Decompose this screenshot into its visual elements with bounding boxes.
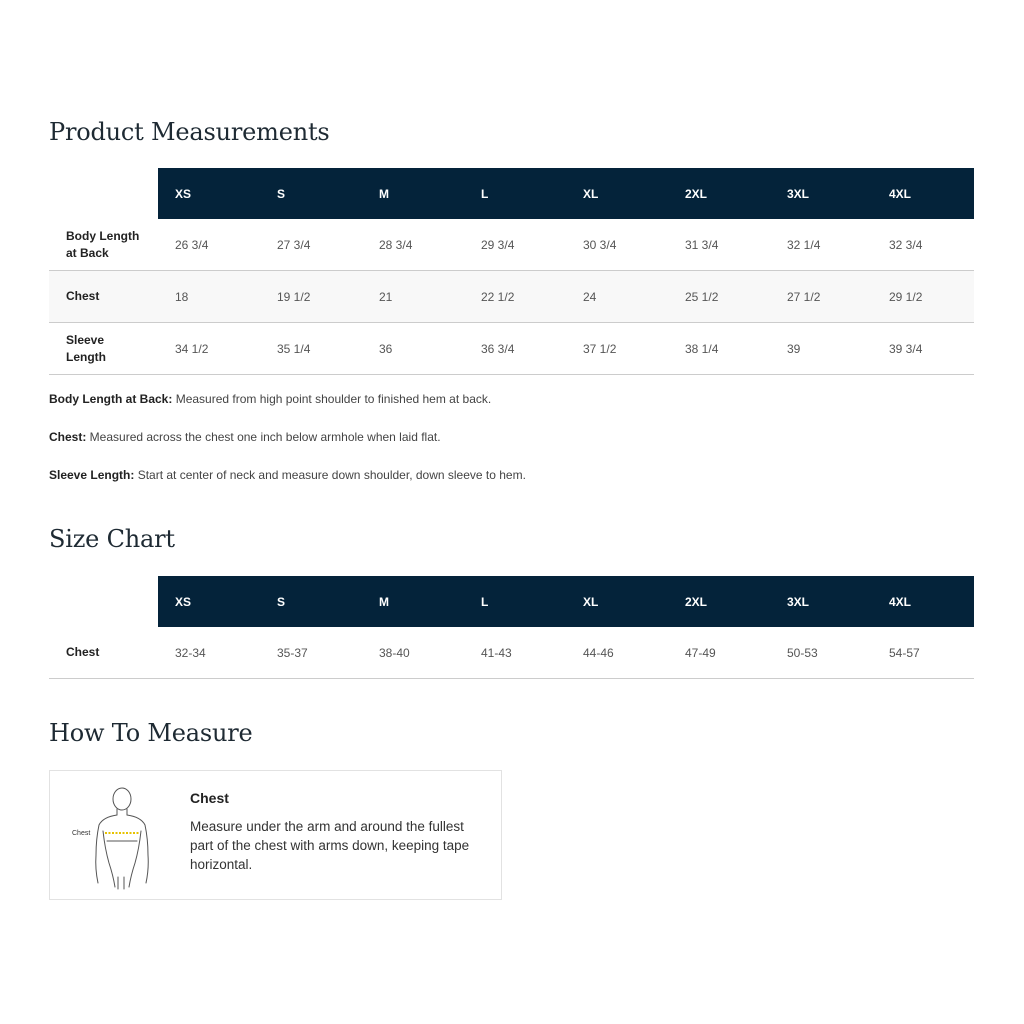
table-cell: 29 3/4	[464, 219, 566, 271]
table-cell: 35 1/4	[260, 323, 362, 375]
table-cell: 39	[770, 323, 872, 375]
table-header-row	[49, 576, 974, 627]
size-header: XS	[158, 168, 260, 219]
size-header: XL	[566, 576, 668, 627]
table-cell: 36	[362, 323, 464, 375]
table-cell: 18	[158, 271, 260, 323]
table-cell: 41-43	[464, 627, 566, 679]
table-row	[49, 271, 974, 323]
product-measurements-title: Product Measurements	[49, 118, 330, 146]
table-corner-cell	[49, 576, 158, 627]
table-cell: 36 3/4	[464, 323, 566, 375]
table-cell: 30 3/4	[566, 219, 668, 271]
table-cell: 32 1/4	[770, 219, 872, 271]
table-cell: 19 1/2	[260, 271, 362, 323]
table-cell: 21	[362, 271, 464, 323]
row-label-line: Body Length	[66, 228, 140, 243]
row-label-line: Sleeve	[66, 332, 105, 347]
table-cell: 39 3/4	[872, 323, 974, 375]
note-term: Sleeve Length:	[49, 468, 135, 482]
table-cell: 24	[566, 271, 668, 323]
size-header: S	[260, 168, 362, 219]
table-cell: 28 3/4	[362, 219, 464, 271]
note-text: Measured across the chest one inch below armhole when laid flat.	[86, 430, 441, 444]
table-cell: 31 3/4	[668, 219, 770, 271]
table-cell: 37 1/2	[566, 323, 668, 375]
table-cell: 50-53	[770, 627, 872, 679]
size-header: M	[362, 168, 464, 219]
table-cell: 38-40	[362, 627, 464, 679]
size-header: 4XL	[872, 168, 974, 219]
table-cell: 32 3/4	[872, 219, 974, 271]
size-header: 4XL	[872, 576, 974, 627]
note-body-length	[49, 392, 491, 406]
note-text: Measured from high point shoulder to finished hem at back.	[172, 392, 492, 406]
row-label-sleeve-length	[49, 323, 158, 375]
measure-item-title: Chest	[190, 790, 229, 806]
table-row	[49, 219, 974, 271]
size-header: L	[464, 576, 566, 627]
note-term: Body Length at Back:	[49, 392, 173, 406]
table-cell: 34 1/2	[158, 323, 260, 375]
measure-card-chest	[49, 770, 502, 900]
note-term: Chest:	[49, 430, 87, 444]
size-header: 2XL	[668, 168, 770, 219]
size-header: 3XL	[770, 576, 872, 627]
table-cell: 26 3/4	[158, 219, 260, 271]
body-measure-illustration-icon	[63, 779, 178, 891]
row-label-chest: Chest	[49, 627, 158, 679]
table-cell: 38 1/4	[668, 323, 770, 375]
table-cell: 22 1/2	[464, 271, 566, 323]
size-header: XS	[158, 576, 260, 627]
note-chest	[49, 430, 441, 444]
size-header: S	[260, 576, 362, 627]
note-sleeve-length	[49, 468, 526, 482]
table-cell: 25 1/2	[668, 271, 770, 323]
measure-item-description: Measure under the arm and around the fullest part of the chest with arms down, keeping tape horizontal.	[190, 819, 470, 872]
table-cell: 32-34	[158, 627, 260, 679]
table-cell: 27 1/2	[770, 271, 872, 323]
size-header: 2XL	[668, 576, 770, 627]
table-row	[49, 323, 974, 375]
product-measurements-table	[49, 168, 974, 375]
size-chart-table	[49, 576, 974, 679]
row-label-line: Length	[66, 349, 106, 364]
row-label-body-length	[49, 219, 158, 271]
row-label-chest: Chest	[49, 271, 158, 323]
table-cell: 27 3/4	[260, 219, 362, 271]
table-cell: 35-37	[260, 627, 362, 679]
table-cell: 44-46	[566, 627, 668, 679]
size-header: M	[362, 576, 464, 627]
figure-label-chest: Chest	[72, 830, 91, 837]
row-label-line: at Back	[66, 245, 109, 260]
size-header: L	[464, 168, 566, 219]
table-header-row	[49, 168, 974, 219]
how-to-measure-title: How To Measure	[49, 719, 253, 747]
size-chart-title: Size Chart	[49, 525, 175, 553]
size-header: XL	[566, 168, 668, 219]
table-cell: 29 1/2	[872, 271, 974, 323]
table-row	[49, 627, 974, 679]
table-cell: 47-49	[668, 627, 770, 679]
size-header: 3XL	[770, 168, 872, 219]
table-cell: 54-57	[872, 627, 974, 679]
table-corner-cell	[49, 168, 158, 219]
note-text: Start at center of neck and measure down shoulder, down sleeve to hem.	[134, 468, 526, 482]
